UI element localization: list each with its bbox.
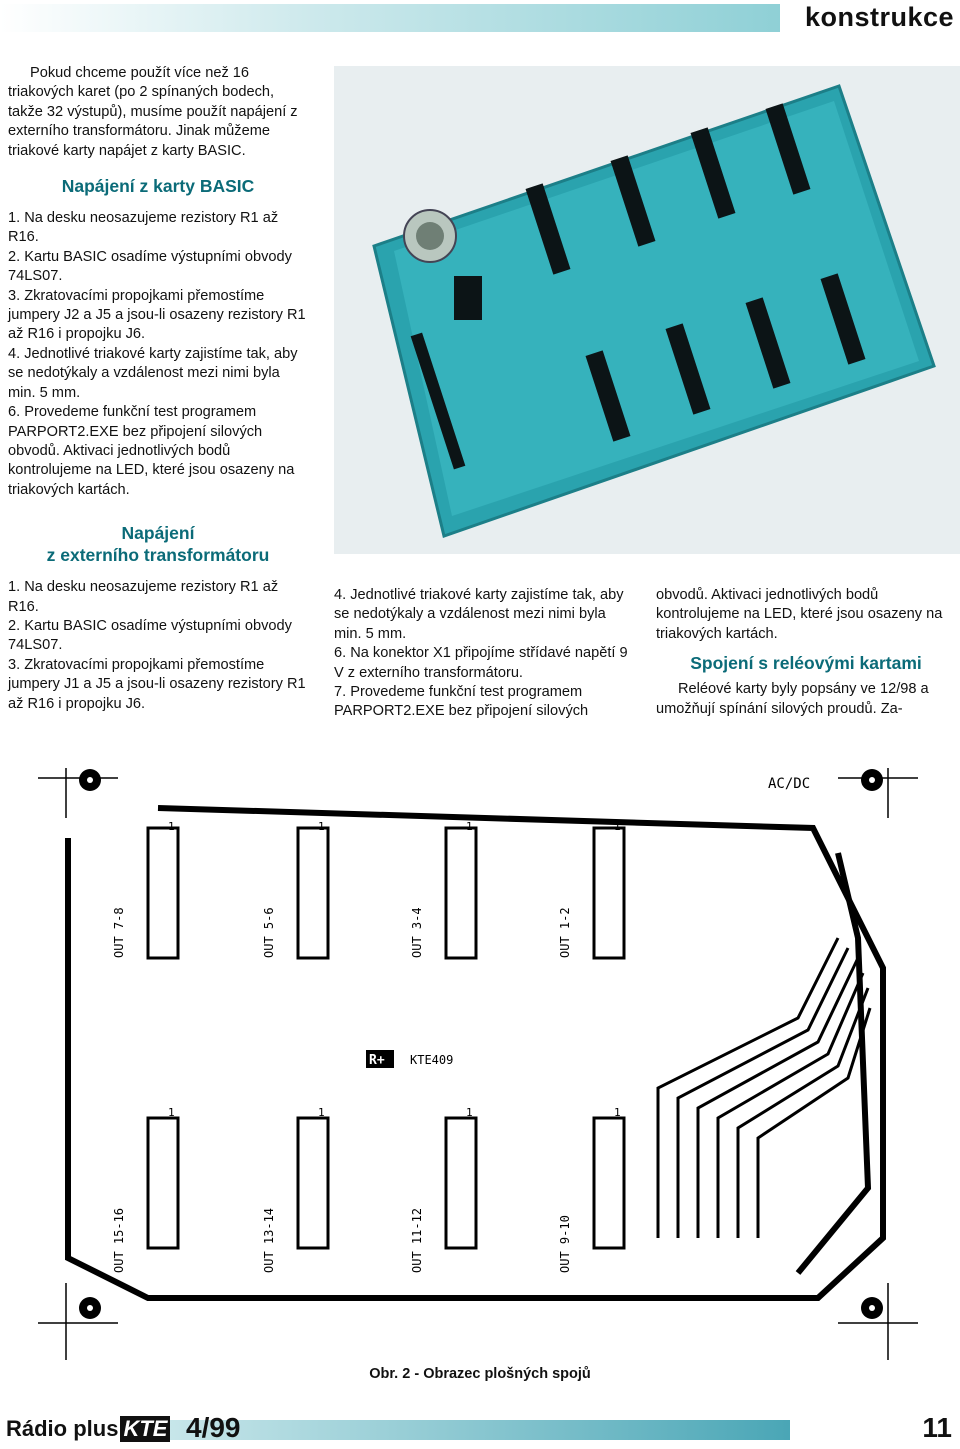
heading-relay-cards: Spojení s reléovými kartami xyxy=(690,653,922,674)
list-item: 1. Na desku neosazujeme rezistory R1 až R16. xyxy=(8,210,279,246)
list-item: 4. Jednotlivé triakové karty zajistíme tak, aby se nedotýkaly a vzdálenost mezi nimi byla min. 5 mm. xyxy=(334,587,624,642)
rplus-label: R+ xyxy=(369,1053,385,1068)
magazine-logo: Rádio plus KTE xyxy=(6,1416,170,1442)
pin1-label: 1 xyxy=(168,820,175,833)
relay-paragraph: Reléové karty byly popsány ve 12/98 a umožňují spínání silových proudů. Za- xyxy=(656,681,929,717)
header-bar xyxy=(0,4,780,32)
middle-column xyxy=(334,586,634,722)
left-column xyxy=(8,64,308,714)
out-label: OUT 11-12 xyxy=(410,1207,424,1273)
list-item: 3. Zkratovacími propojkami přemostíme jumpery J2 a J5 a jsou-li osazeny rezistory R1 až R16 i propojku J6. xyxy=(8,287,306,343)
pin1-label: 1 xyxy=(466,820,473,833)
pin1-label: 1 xyxy=(318,1106,325,1119)
pin1-label: 1 xyxy=(318,820,325,833)
figure-caption: Obr. 2 - Obrazec plošných spojů xyxy=(369,1366,591,1382)
list-item: 2. Kartu BASIC osadíme výstupními obvody 74LS07. xyxy=(8,248,292,285)
issue-number: 4/99 xyxy=(186,1412,241,1443)
board-id-label: KTE409 xyxy=(410,1053,454,1067)
out-label: OUT 13-14 xyxy=(262,1207,276,1273)
board-photo xyxy=(334,66,960,554)
section-title: konstrukce xyxy=(804,2,954,32)
heading-external-power: Napájení z externího transformátoru xyxy=(46,523,270,566)
heading-basic-power: Napájení z karty BASIC xyxy=(61,176,255,197)
out-label: OUT 7-8 xyxy=(112,907,126,958)
list-item: 1. Na desku neosazujeme rezistory R1 až R16. xyxy=(8,579,279,615)
pin1-label: 1 xyxy=(466,1106,473,1119)
list-item: 4. Jednotlivé triakové karty zajistíme tak, aby se nedotýkaly a vzdálenost mezi nimi byla min. 5 mm. xyxy=(8,345,298,401)
list-item: 6. Provedeme funkční test programem PARPORT2.EXE bez připojení silových obvodů. Aktivaci jednotlivých bodů kontrolujeme na LED, které jsou osazeny na triakových kartách. xyxy=(8,404,295,498)
acdc-label: AC/DC xyxy=(768,776,811,792)
out-label: OUT 15-16 xyxy=(112,1207,126,1273)
list-item: 2. Kartu BASIC osadíme výstupními obvody 74LS07. xyxy=(8,617,292,654)
list-item: 3. Zkratovacími propojkami přemostíme jumpery J1 a J5 a jsou-li osazeny rezistory R1 až R16 i propojku J6. xyxy=(8,656,306,712)
out-label: OUT 3-4 xyxy=(410,907,424,958)
continued-paragraph: obvodů. Aktivaci jednotlivých bodů kontrolujeme na LED, které jsou osazeny na triakových kartách. xyxy=(656,587,943,642)
out-label: OUT 5-6 xyxy=(262,907,276,958)
list-item: 6. Na konektor X1 připojíme střídavé napětí 9 V z externího transformátoru. xyxy=(334,645,628,681)
right-column xyxy=(656,586,956,719)
kte-logo: KTE xyxy=(120,1416,170,1442)
pcb-layout xyxy=(38,768,918,1360)
pin1-label: 1 xyxy=(168,1106,175,1119)
pin1-label: 1 xyxy=(614,1106,621,1119)
page-number: 11 xyxy=(922,1412,952,1443)
list-item: 7. Provedeme funkční test programem PARPORT2.EXE bez připojení silových xyxy=(334,684,589,720)
out-label: OUT 1-2 xyxy=(558,907,572,958)
pin1-label: 1 xyxy=(614,820,621,833)
out-label: OUT 9-10 xyxy=(558,1215,572,1273)
intro-paragraph: Pokud chceme použít více než 16 triakových karet (po 2 spínaných bodech, takže 32 výstupů), musíme použít napájení z externího transformátoru. Jinak můžeme triakové karty napájet z karty BASIC. xyxy=(8,65,298,159)
